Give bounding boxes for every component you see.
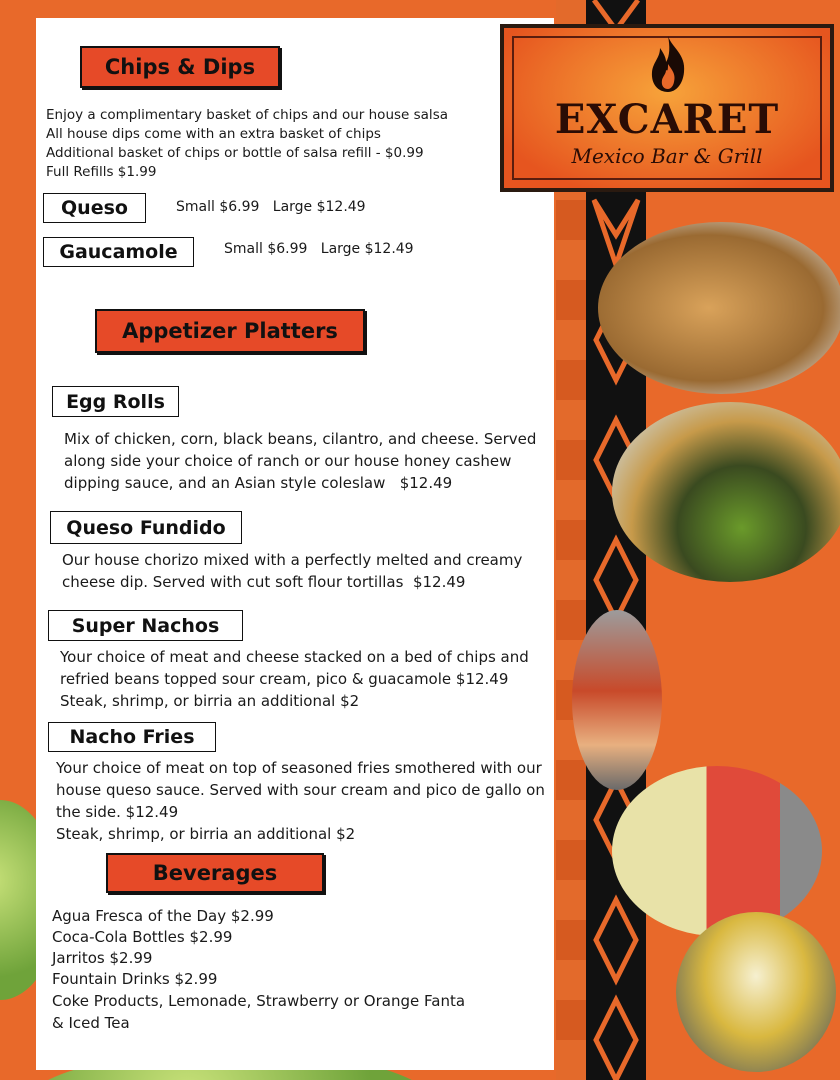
- queso-fundido-desc: Our house chorizo mixed with a perfectly melted and creamy: [62, 551, 523, 569]
- nacho-fries-desc: Your choice of meat on top of seasoned fries smothered with our: [56, 759, 542, 777]
- egg-rolls-desc: Mix of chicken, corn, black beans, cilantro, and cheese. Served: [64, 430, 537, 448]
- queso-label: Queso: [43, 193, 146, 223]
- queso-fundido-label: Queso Fundido: [50, 511, 242, 544]
- super-nachos-desc: refried beans topped sour cream, pico & guacamole $12.49: [60, 670, 509, 688]
- beer-photo: [676, 912, 836, 1072]
- egg-rolls-desc: dipping sauce, and an Asian style coleslaw $12.49: [64, 474, 453, 492]
- nacho-fries-desc: the side. $12.49: [56, 803, 179, 821]
- nacho-fries-desc: Steak, shrimp, or birria an additional $2: [56, 825, 356, 843]
- egg-rolls-label: Egg Rolls: [52, 386, 179, 417]
- restaurant-logo: [500, 24, 834, 192]
- beverage-line: Agua Fresca of the Day $2.99: [52, 907, 274, 925]
- beverages-header: Beverages: [106, 853, 324, 893]
- egg-rolls-photo: [598, 222, 840, 394]
- beverage-line: Jarritos $2.99: [52, 949, 153, 967]
- flame-icon: [646, 34, 690, 94]
- nacho-fries-desc: house queso sauce. Served with sour cream and pico de gallo on: [56, 781, 545, 799]
- chips-dips-header: Chips & Dips: [80, 46, 280, 88]
- queso-price: Small $6.99 Large $12.49: [176, 199, 366, 215]
- chips-line: Full Refills $1.99: [46, 164, 157, 180]
- bottled-drinks-photo: [612, 766, 822, 936]
- super-nachos-label: Super Nachos: [48, 610, 243, 641]
- chips-guacamole-photo: [612, 402, 840, 582]
- chips-line: Additional basket of chips or bottle of salsa refill - $0.99: [46, 145, 424, 161]
- chips-line: Enjoy a complimentary basket of chips and our house salsa: [46, 107, 448, 123]
- super-nachos-desc: Steak, shrimp, or birria an additional $2: [60, 692, 360, 710]
- super-nachos-desc: Your choice of meat and cheese stacked on a bed of chips and: [60, 648, 529, 666]
- appetizer-header: Appetizer Platters: [95, 309, 365, 353]
- beverage-line: & Iced Tea: [52, 1014, 130, 1032]
- logo-name: EXCARET: [554, 96, 780, 143]
- beverage-line: Coca-Cola Bottles $2.99: [52, 928, 233, 946]
- chips-line: All house dips come with an extra basket of chips: [46, 126, 381, 142]
- guacamole-price: Small $6.99 Large $12.49: [224, 241, 414, 257]
- beverage-line: Coke Products, Lemonade, Strawberry or Orange Fanta: [52, 992, 466, 1010]
- queso-fundido-desc: cheese dip. Served with cut soft flour tortillas $12.49: [62, 573, 466, 591]
- guacamole-label: Gaucamole: [43, 237, 194, 267]
- egg-rolls-desc: along side your choice of ranch or our house honey cashew: [64, 452, 512, 470]
- nacho-fries-label: Nacho Fries: [48, 722, 216, 752]
- beverage-line: Fountain Drinks $2.99: [52, 970, 218, 988]
- logo-subtitle: Mexico Bar & Grill: [571, 144, 763, 168]
- drink-tower-photo: [572, 610, 662, 790]
